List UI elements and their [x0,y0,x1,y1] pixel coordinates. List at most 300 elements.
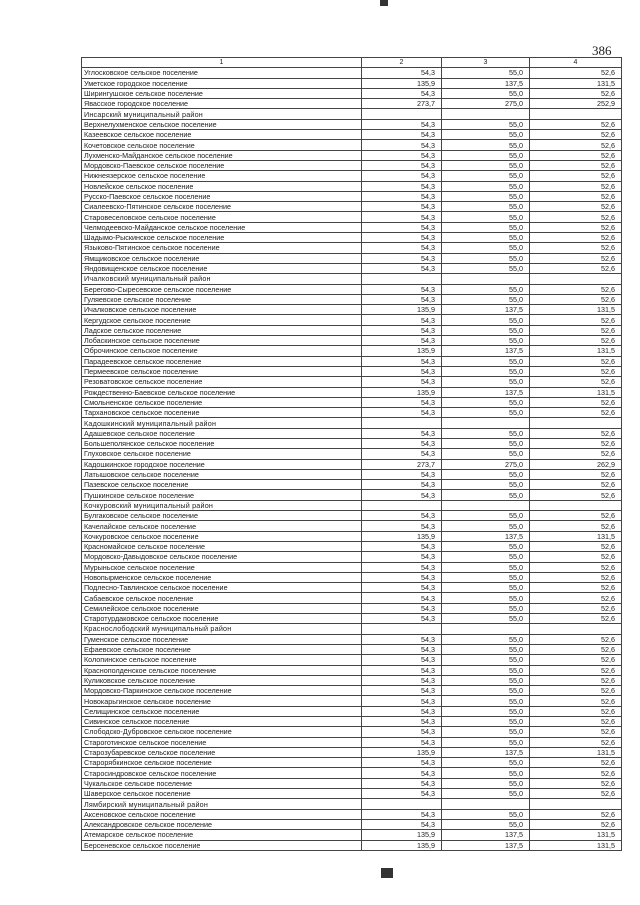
row-value-2: 54,3 [362,377,442,387]
row-name-cell: Ладское сельское поселение [82,325,362,335]
row-value-3: 55,0 [442,541,530,551]
column-header-4: 4 [530,58,622,68]
row-value-2: 54,3 [362,634,442,644]
row-value-3: 55,0 [442,675,530,685]
row-value-4: 52,6 [530,160,622,170]
row-value-4: 52,6 [530,593,622,603]
row-value-3: 55,0 [442,222,530,232]
row-name-cell: Кергудское сельское поселение [82,315,362,325]
row-name-cell: Ичалковское сельское поселение [82,305,362,315]
row-value-2: 54,3 [362,737,442,747]
row-value-4: 52,6 [530,336,622,346]
row-value-3: 55,0 [442,377,530,387]
row-value-2: 54,3 [362,675,442,685]
row-value-2: 54,3 [362,263,442,273]
row-value-4: 131,5 [530,305,622,315]
row-value-2: 54,3 [362,284,442,294]
row-value-2: 54,3 [362,809,442,819]
table-row [82,686,622,696]
row-name-cell: Пушкинское сельское поселение [82,490,362,500]
row-name-cell: Кочкуровское сельское поселение [82,531,362,541]
row-value-4: 52,6 [530,552,622,562]
row-value-3: 137,5 [442,531,530,541]
table-row [82,294,622,304]
row-value-4: 52,6 [530,706,622,716]
row-value-3: 137,5 [442,840,530,850]
row-value-2: 54,3 [362,325,442,335]
table-row [82,572,622,582]
row-name-cell: Лобаскинское сельское поселение [82,336,362,346]
row-value-4: 52,6 [530,614,622,624]
table-row [82,778,622,788]
row-value-3: 55,0 [442,603,530,613]
row-value-2: 54,3 [362,449,442,459]
row-value-2: 54,3 [362,222,442,232]
row-value-3: 137,5 [442,346,530,356]
row-value-3: 55,0 [442,819,530,829]
row-value-2: 54,3 [362,408,442,418]
row-value-2: 54,3 [362,130,442,140]
row-value-2: 54,3 [362,541,442,551]
row-value-4: 52,6 [530,130,622,140]
row-value-4: 52,6 [530,758,622,768]
row-name-cell: Сиалеевско-Пятинское сельское поселение [82,202,362,212]
row-value-2: 54,3 [362,778,442,788]
table-row [82,809,622,819]
row-name-cell: Старотурдаковское сельское поселение [82,614,362,624]
row-value-2: 135,9 [362,305,442,315]
row-value-4: 52,6 [530,253,622,263]
row-value-4: 52,6 [530,603,622,613]
row-value-2: 54,3 [362,119,442,129]
row-value-3: 55,0 [442,480,530,490]
table-row [82,346,622,356]
row-name-cell: Старорябкинское сельское поселение [82,758,362,768]
table-row [82,717,622,727]
row-value-2: 273,7 [362,459,442,469]
row-value-2: 54,3 [362,315,442,325]
row-value-4: 131,5 [530,78,622,88]
table-row [82,263,622,273]
table-row [82,171,622,181]
row-name-cell: Булгаковское сельское поселение [82,511,362,521]
row-value-3: 55,0 [442,686,530,696]
row-value-4: 52,6 [530,233,622,243]
row-value-4: 52,6 [530,778,622,788]
row-name-cell: Большеполянское сельское поселение [82,438,362,448]
table-row [82,315,622,325]
row-value-3: 55,0 [442,243,530,253]
table-row [82,634,622,644]
row-value-4: 52,6 [530,541,622,551]
row-value-2: 54,3 [362,521,442,531]
table-row [82,397,622,407]
row-value-2: 54,3 [362,696,442,706]
table-row [82,727,622,737]
table-row [82,150,622,160]
row-name-cell: Кочетовское сельское поселение [82,140,362,150]
row-value-4: 131,5 [530,840,622,850]
table-row [82,68,622,78]
row-name-cell: Шаверское сельское поселение [82,789,362,799]
row-name-cell: Гуляевское сельское поселение [82,294,362,304]
row-value-3: 55,0 [442,356,530,366]
row-value-2: 54,3 [362,686,442,696]
row-value-2: 54,3 [362,469,442,479]
row-value-3: 55,0 [442,140,530,150]
row-name-cell: Языково-Пятинское сельское поселение [82,243,362,253]
row-value-3: 275,0 [442,459,530,469]
table-row [82,78,622,88]
row-value-3 [442,799,530,809]
row-value-2: 54,3 [362,181,442,191]
row-name-cell: Явасское городское поселение [82,99,362,109]
table-row [82,233,622,243]
row-name-cell: Ефаевское сельское поселение [82,644,362,654]
row-value-3: 55,0 [442,614,530,624]
row-value-3: 55,0 [442,717,530,727]
row-value-4: 52,6 [530,150,622,160]
row-value-2: 54,3 [362,789,442,799]
row-value-2: 54,3 [362,727,442,737]
row-value-3: 55,0 [442,428,530,438]
table-row [82,737,622,747]
row-value-3: 55,0 [442,593,530,603]
row-value-4: 52,6 [530,634,622,644]
row-value-3: 55,0 [442,768,530,778]
table-row [82,305,622,315]
row-name-cell: Латышовское сельское поселение [82,469,362,479]
row-value-3: 55,0 [442,758,530,768]
region-row [82,799,622,809]
row-value-2: 54,3 [362,511,442,521]
row-name-cell: Подлесно-Тавлинское сельское поселение [82,583,362,593]
row-value-4: 52,6 [530,119,622,129]
table-row [82,191,622,201]
row-value-3: 55,0 [442,469,530,479]
table-row [82,552,622,562]
row-name-cell: Русско-Паевское сельское поселение [82,191,362,201]
row-name-cell: Верхнелухменское сельское поселение [82,119,362,129]
row-value-4: 52,6 [530,428,622,438]
row-name-cell: Краснополденское сельское поселение [82,665,362,675]
row-value-2: 54,3 [362,717,442,727]
row-value-4 [530,109,622,119]
row-value-4: 131,5 [530,346,622,356]
scan-mark-top [380,0,388,6]
row-name-cell: Ичалковский муниципальный район [82,274,362,284]
row-value-2: 54,3 [362,768,442,778]
row-value-3: 55,0 [442,171,530,181]
row-value-2: 54,3 [362,150,442,160]
row-name-cell: Семилейское сельское поселение [82,603,362,613]
row-value-4: 52,6 [530,181,622,191]
row-name-cell: Сивинское сельское поселение [82,717,362,727]
row-value-4: 52,6 [530,583,622,593]
row-name-cell: Колопинское сельское поселение [82,655,362,665]
row-value-4 [530,799,622,809]
row-name-cell: Лухменско-Майданское сельское поселение [82,150,362,160]
row-value-4: 52,6 [530,727,622,737]
row-name-cell: Берегово-Сыресевское сельское поселение [82,284,362,294]
row-value-4: 52,6 [530,191,622,201]
row-value-2: 54,3 [362,552,442,562]
row-value-4: 131,5 [530,387,622,397]
region-row [82,418,622,428]
row-value-2: 54,3 [362,397,442,407]
row-value-4 [530,418,622,428]
row-value-2: 54,3 [362,428,442,438]
row-value-3: 55,0 [442,336,530,346]
row-value-4: 52,6 [530,717,622,727]
row-value-3: 55,0 [442,294,530,304]
row-name-cell: Оброчинское сельское поселение [82,346,362,356]
row-value-3 [442,624,530,634]
row-value-4: 131,5 [530,531,622,541]
row-value-3: 55,0 [442,397,530,407]
row-value-4: 252,9 [530,99,622,109]
table-row [82,840,622,850]
row-value-4: 52,6 [530,819,622,829]
row-value-3: 55,0 [442,181,530,191]
row-value-3: 55,0 [442,150,530,160]
row-value-2: 54,3 [362,212,442,222]
row-name-cell: Ширингушское сельское поселение [82,88,362,98]
row-value-3 [442,274,530,284]
row-value-4: 52,6 [530,490,622,500]
row-name-cell: Яндовищенское сельское поселение [82,263,362,273]
table-row [82,284,622,294]
row-name-cell: Краснослободский муниципальный район [82,624,362,634]
row-value-2: 135,9 [362,840,442,850]
row-value-3: 55,0 [442,655,530,665]
row-value-3: 55,0 [442,665,530,675]
row-value-2: 54,3 [362,655,442,665]
column-header-1: 1 [82,58,362,68]
row-value-4 [530,500,622,510]
row-value-4: 52,6 [530,243,622,253]
row-value-4: 52,6 [530,438,622,448]
row-value-2: 54,3 [362,171,442,181]
row-value-2: 54,3 [362,562,442,572]
row-value-4: 52,6 [530,809,622,819]
table-row [82,789,622,799]
table-row [82,212,622,222]
table-row [82,819,622,829]
row-value-2: 54,3 [362,202,442,212]
row-value-2: 54,3 [362,243,442,253]
row-value-4: 52,6 [530,171,622,181]
region-row [82,624,622,634]
row-name-cell: Тархановское сельское поселение [82,408,362,418]
row-name-cell: Резоватовское сельское поселение [82,377,362,387]
row-value-3: 55,0 [442,583,530,593]
row-value-2: 54,3 [362,490,442,500]
row-value-4: 52,6 [530,325,622,335]
row-value-2: 54,3 [362,644,442,654]
row-value-3: 55,0 [442,778,530,788]
row-value-3: 55,0 [442,68,530,78]
row-value-3: 55,0 [442,572,530,582]
row-name-cell: Рождественно-Баевское сельское поселение [82,387,362,397]
row-value-2: 54,3 [362,294,442,304]
row-value-3: 55,0 [442,438,530,448]
row-name-cell: Мордовско-Давыдовское сельское поселение [82,552,362,562]
row-name-cell: Кадошкинское городское поселение [82,459,362,469]
row-value-3: 55,0 [442,263,530,273]
row-name-cell: Адашевское сельское поселение [82,428,362,438]
row-value-4: 52,6 [530,562,622,572]
row-value-2: 135,9 [362,830,442,840]
row-value-4: 52,6 [530,521,622,531]
table-row [82,614,622,624]
row-value-3: 55,0 [442,408,530,418]
row-value-3: 55,0 [442,284,530,294]
row-value-3: 55,0 [442,212,530,222]
table-row [82,830,622,840]
row-value-4: 52,6 [530,696,622,706]
row-value-3: 55,0 [442,809,530,819]
row-name-cell: Аксеновское сельское поселение [82,809,362,819]
row-value-3: 55,0 [442,490,530,500]
row-value-2: 54,3 [362,336,442,346]
table-row [82,583,622,593]
row-name-cell: Челмодеевско-Майданское сельское поселение [82,222,362,232]
table-row [82,758,622,768]
row-value-3: 55,0 [442,511,530,521]
row-value-2: 54,3 [362,140,442,150]
table-row [82,428,622,438]
region-row [82,500,622,510]
row-name-cell: Старовеселовское сельское поселение [82,212,362,222]
table-row [82,356,622,366]
row-value-3: 55,0 [442,130,530,140]
row-name-cell: Казеевское сельское поселение [82,130,362,140]
row-name-cell: Уметское городское поселение [82,78,362,88]
row-value-2: 54,3 [362,583,442,593]
row-name-cell: Мурыньское сельское поселение [82,562,362,572]
row-value-2 [362,274,442,284]
row-value-4: 52,6 [530,140,622,150]
table-row [82,480,622,490]
row-value-3: 55,0 [442,737,530,747]
row-name-cell: Александровское сельское поселение [82,819,362,829]
row-value-4: 131,5 [530,830,622,840]
row-value-4: 52,6 [530,294,622,304]
row-value-2: 54,3 [362,356,442,366]
row-name-cell: Новопырменское сельское поселение [82,572,362,582]
row-value-3: 55,0 [442,634,530,644]
row-name-cell: Новокарьгинское сельское поселение [82,696,362,706]
row-value-2: 54,3 [362,88,442,98]
row-value-3: 55,0 [442,562,530,572]
row-value-3: 55,0 [442,789,530,799]
row-name-cell: Пермеевское сельское поселение [82,366,362,376]
row-value-2: 135,9 [362,387,442,397]
row-value-4: 52,6 [530,768,622,778]
row-value-4: 52,6 [530,263,622,273]
row-name-cell: Мордовско-Паевское сельское поселение [82,160,362,170]
table-row [82,562,622,572]
row-value-3: 55,0 [442,696,530,706]
page-number: 386 [592,43,612,58]
scan-mark-bottom [381,868,393,878]
row-name-cell: Староготинское сельское поселение [82,737,362,747]
row-value-4: 52,6 [530,356,622,366]
row-value-2: 54,3 [362,603,442,613]
row-name-cell: Атемарское сельское поселение [82,830,362,840]
row-name-cell: Старозубаревское сельское поселение [82,747,362,757]
table-row [82,181,622,191]
table-row [82,408,622,418]
row-value-2 [362,799,442,809]
table-row [82,531,622,541]
row-value-2: 54,3 [362,438,442,448]
row-name-cell: Смольненское сельское поселение [82,397,362,407]
table-row [82,88,622,98]
row-value-3: 137,5 [442,305,530,315]
budget-table [81,57,622,851]
row-value-2: 54,3 [362,191,442,201]
row-name-cell: Инсарский муниципальный район [82,109,362,119]
row-value-4: 52,6 [530,68,622,78]
table-row [82,366,622,376]
row-name-cell: Шадымо-Рыскинское сельское поселение [82,233,362,243]
row-name-cell: Чукальское сельское поселение [82,778,362,788]
row-value-2: 54,3 [362,665,442,675]
row-value-4: 131,5 [530,747,622,757]
row-value-4: 52,6 [530,212,622,222]
table-row [82,160,622,170]
row-value-3: 55,0 [442,88,530,98]
row-name-cell: Мордовско-Паркинское сельское поселение [82,686,362,696]
row-value-4: 52,6 [530,284,622,294]
row-value-4: 52,6 [530,675,622,685]
row-value-2: 54,3 [362,160,442,170]
row-name-cell: Селищинское сельское поселение [82,706,362,716]
row-value-4: 52,6 [530,315,622,325]
row-value-3 [442,418,530,428]
row-value-3: 55,0 [442,706,530,716]
row-value-4: 52,6 [530,222,622,232]
row-value-4: 52,6 [530,88,622,98]
table-row [82,469,622,479]
row-value-4: 52,6 [530,665,622,675]
row-value-2: 54,3 [362,480,442,490]
row-value-3: 137,5 [442,78,530,88]
row-value-3: 55,0 [442,233,530,243]
table-row [82,336,622,346]
row-value-3: 55,0 [442,727,530,737]
row-name-cell: Пазевское сельское поселение [82,480,362,490]
table-row [82,696,622,706]
row-value-4: 52,6 [530,686,622,696]
row-value-4 [530,624,622,634]
row-value-4: 52,6 [530,480,622,490]
column-header-2: 2 [362,58,442,68]
table-row [82,243,622,253]
row-value-2: 54,3 [362,68,442,78]
row-value-2 [362,624,442,634]
row-value-4: 52,6 [530,789,622,799]
row-value-2: 273,7 [362,99,442,109]
table-row [82,675,622,685]
row-name-cell: Куликовское сельское поселение [82,675,362,685]
row-value-4: 262,9 [530,459,622,469]
row-name-cell: Старосиндровское сельское поселение [82,768,362,778]
table-row [82,459,622,469]
row-value-4: 52,6 [530,511,622,521]
